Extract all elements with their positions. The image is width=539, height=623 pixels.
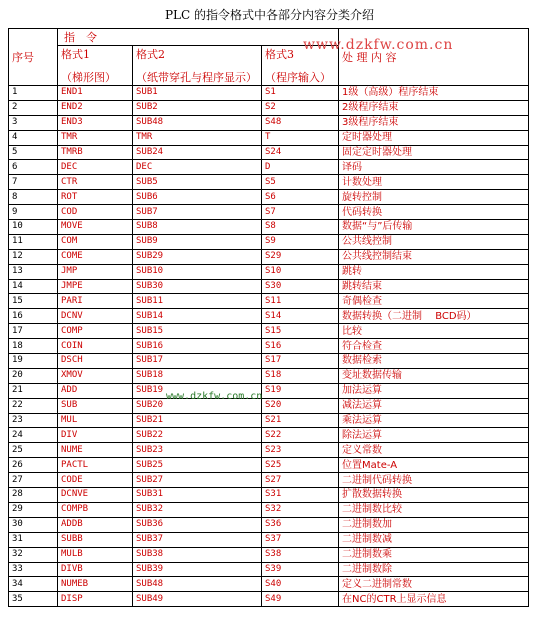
header-format1-sub: （梯形图） bbox=[61, 71, 116, 84]
row-format2: SUB17 bbox=[133, 354, 262, 369]
row-format2: SUB49 bbox=[133, 592, 262, 607]
watermark-top: www.dzkfw.com.cn bbox=[303, 37, 454, 53]
row-format3: S32 bbox=[262, 502, 339, 517]
table-row bbox=[9, 413, 529, 428]
row-format1: COME bbox=[58, 249, 133, 264]
row-format3: S27 bbox=[262, 473, 339, 488]
row-process: 数据转换（二进制 BCD码） bbox=[339, 309, 529, 324]
row-format1: TMR bbox=[58, 130, 133, 145]
row-process: 跳转结束 bbox=[339, 279, 529, 294]
row-format2: SUB38 bbox=[133, 547, 262, 562]
row-format2: SUB20 bbox=[133, 398, 262, 413]
row-format1: DIVB bbox=[58, 562, 133, 577]
row-seq: 24 bbox=[9, 428, 58, 443]
row-format2: SUB16 bbox=[133, 339, 262, 354]
row-format1: ADD bbox=[58, 383, 133, 398]
header-process-label: 处 理 内 容 bbox=[342, 51, 397, 64]
row-process: 二进制数加 bbox=[339, 517, 529, 532]
table-row bbox=[9, 473, 529, 488]
row-format1: MOVE bbox=[58, 220, 133, 235]
row-process: 定义二进制常数 bbox=[339, 577, 529, 592]
row-format3: S6 bbox=[262, 190, 339, 205]
row-format1: PACTL bbox=[58, 458, 133, 473]
table-row bbox=[9, 115, 529, 130]
row-seq: 27 bbox=[9, 473, 58, 488]
row-format1: DCNV bbox=[58, 309, 133, 324]
row-format2: SUB27 bbox=[133, 473, 262, 488]
row-format1: END1 bbox=[58, 86, 133, 101]
row-seq: 6 bbox=[9, 160, 58, 175]
row-seq: 29 bbox=[9, 502, 58, 517]
row-format1: COD bbox=[58, 205, 133, 220]
row-seq: 22 bbox=[9, 398, 58, 413]
row-seq: 17 bbox=[9, 324, 58, 339]
row-seq: 25 bbox=[9, 443, 58, 458]
header-format1 bbox=[58, 46, 133, 86]
row-process: 旋转控制 bbox=[339, 190, 529, 205]
row-format3: S22 bbox=[262, 428, 339, 443]
table-row bbox=[9, 383, 529, 398]
row-seq: 15 bbox=[9, 294, 58, 309]
row-format1: SUB bbox=[58, 398, 133, 413]
row-process: 奇偶检查 bbox=[339, 294, 529, 309]
row-format3: S21 bbox=[262, 413, 339, 428]
row-format3: S36 bbox=[262, 517, 339, 532]
table-row bbox=[9, 502, 529, 517]
row-format2: SUB25 bbox=[133, 458, 262, 473]
row-format2: SUB39 bbox=[133, 562, 262, 577]
header-format1-label: 格式1 bbox=[61, 48, 90, 61]
row-seq: 21 bbox=[9, 383, 58, 398]
row-format3: S15 bbox=[262, 324, 339, 339]
row-process: 公共线控制 bbox=[339, 234, 529, 249]
header-instruction: 指 令 bbox=[58, 29, 339, 46]
row-format3: D bbox=[262, 160, 339, 175]
row-format3: S39 bbox=[262, 562, 339, 577]
row-format1: XMOV bbox=[58, 368, 133, 383]
row-seq: 11 bbox=[9, 234, 58, 249]
row-process: 二进制数除 bbox=[339, 562, 529, 577]
table-row bbox=[9, 175, 529, 190]
row-format2: SUB10 bbox=[133, 264, 262, 279]
row-process: 代码转换 bbox=[339, 205, 529, 220]
table-row bbox=[9, 458, 529, 473]
table-row bbox=[9, 562, 529, 577]
row-process: 二进制数乘 bbox=[339, 547, 529, 562]
table-row bbox=[9, 309, 529, 324]
row-format3: S16 bbox=[262, 339, 339, 354]
row-format2: SUB32 bbox=[133, 502, 262, 517]
row-format3: S7 bbox=[262, 205, 339, 220]
row-format2: SUB1 bbox=[133, 86, 262, 101]
row-seq: 28 bbox=[9, 488, 58, 503]
row-process: 跳转 bbox=[339, 264, 529, 279]
row-format1: NUME bbox=[58, 443, 133, 458]
row-format1: END2 bbox=[58, 100, 133, 115]
row-format2: SUB37 bbox=[133, 532, 262, 547]
row-process: 变址数据传输 bbox=[339, 368, 529, 383]
row-format3: S24 bbox=[262, 145, 339, 160]
row-seq: 26 bbox=[9, 458, 58, 473]
row-seq: 31 bbox=[9, 532, 58, 547]
row-process: 数据“与”后传输 bbox=[339, 220, 529, 235]
row-process: 1级（高级）程序结束 bbox=[339, 86, 529, 101]
table-row bbox=[9, 577, 529, 592]
row-format2: DEC bbox=[133, 160, 262, 175]
row-format1: ROT bbox=[58, 190, 133, 205]
row-process: 公共线控制结束 bbox=[339, 249, 529, 264]
row-format1: ADDB bbox=[58, 517, 133, 532]
header-format2 bbox=[133, 46, 262, 86]
row-format1: DSCH bbox=[58, 354, 133, 369]
row-seq: 16 bbox=[9, 309, 58, 324]
row-format3: S19 bbox=[262, 383, 339, 398]
row-process: 3级程序结束 bbox=[339, 115, 529, 130]
table-row bbox=[9, 264, 529, 279]
row-format2: TMR bbox=[133, 130, 262, 145]
table-row bbox=[9, 294, 529, 309]
row-format3: S38 bbox=[262, 547, 339, 562]
row-seq: 30 bbox=[9, 517, 58, 532]
row-format3: S25 bbox=[262, 458, 339, 473]
row-format3: S2 bbox=[262, 100, 339, 115]
row-format2: SUB2 bbox=[133, 100, 262, 115]
row-format2: SUB14 bbox=[133, 309, 262, 324]
table-row bbox=[9, 532, 529, 547]
row-format3: S1 bbox=[262, 86, 339, 101]
row-format3: S30 bbox=[262, 279, 339, 294]
row-format2: SUB19 bbox=[133, 383, 262, 398]
table-row bbox=[9, 324, 529, 339]
table-row bbox=[9, 547, 529, 562]
row-process: 扩散数据转换 bbox=[339, 488, 529, 503]
row-seq: 9 bbox=[9, 205, 58, 220]
row-format3: S49 bbox=[262, 592, 339, 607]
header-format2-sub: （纸带穿孔与程序显示） bbox=[136, 71, 257, 84]
row-format2: SUB30 bbox=[133, 279, 262, 294]
row-seq: 23 bbox=[9, 413, 58, 428]
row-format2: SUB48 bbox=[133, 115, 262, 130]
row-seq: 12 bbox=[9, 249, 58, 264]
row-format2: SUB18 bbox=[133, 368, 262, 383]
row-process: 二进制数比较 bbox=[339, 502, 529, 517]
row-format3: S20 bbox=[262, 398, 339, 413]
row-process: 定义常数 bbox=[339, 443, 529, 458]
table-row bbox=[9, 145, 529, 160]
row-format3: S48 bbox=[262, 115, 339, 130]
row-format2: SUB36 bbox=[133, 517, 262, 532]
row-process: 位置Mate-A bbox=[339, 458, 529, 473]
row-seq: 1 bbox=[9, 86, 58, 101]
table-row bbox=[9, 443, 529, 458]
table-row bbox=[9, 354, 529, 369]
row-format1: CODE bbox=[58, 473, 133, 488]
row-format1: JMPE bbox=[58, 279, 133, 294]
row-process: 数据检索 bbox=[339, 354, 529, 369]
row-seq: 8 bbox=[9, 190, 58, 205]
row-process: 在NC的CTR上显示信息 bbox=[339, 592, 529, 607]
row-process: 二进制数减 bbox=[339, 532, 529, 547]
row-seq: 34 bbox=[9, 577, 58, 592]
row-process: 定时器处理 bbox=[339, 130, 529, 145]
row-format3: S5 bbox=[262, 175, 339, 190]
table-body bbox=[9, 86, 529, 607]
row-process: 计数处理 bbox=[339, 175, 529, 190]
row-format2: SUB9 bbox=[133, 234, 262, 249]
row-format2: SUB29 bbox=[133, 249, 262, 264]
table-row bbox=[9, 160, 529, 175]
table-row bbox=[9, 517, 529, 532]
row-format3: S10 bbox=[262, 264, 339, 279]
row-format3: S14 bbox=[262, 309, 339, 324]
row-format1: NUMEB bbox=[58, 577, 133, 592]
row-format3: S8 bbox=[262, 220, 339, 235]
table-row bbox=[9, 368, 529, 383]
row-format2: SUB7 bbox=[133, 205, 262, 220]
row-seq: 10 bbox=[9, 220, 58, 235]
row-format3: S40 bbox=[262, 577, 339, 592]
row-format3: S17 bbox=[262, 354, 339, 369]
table-row bbox=[9, 592, 529, 607]
row-format2: SUB6 bbox=[133, 190, 262, 205]
watermark-middle: www.dzkfw.com.cn bbox=[166, 391, 263, 402]
row-format1: TMRB bbox=[58, 145, 133, 160]
header-seq: 序号 bbox=[9, 29, 58, 86]
row-format3: S37 bbox=[262, 532, 339, 547]
table-row bbox=[9, 130, 529, 145]
table-row bbox=[9, 86, 529, 101]
table-row bbox=[9, 249, 529, 264]
row-format2: SUB15 bbox=[133, 324, 262, 339]
row-format2: SUB24 bbox=[133, 145, 262, 160]
row-format3: S9 bbox=[262, 234, 339, 249]
row-process: 二进制代码转换 bbox=[339, 473, 529, 488]
header-format3-label: 格式3 bbox=[265, 48, 294, 61]
row-process: 固定定时器处理 bbox=[339, 145, 529, 160]
row-format1: DCNVE bbox=[58, 488, 133, 503]
row-seq: 3 bbox=[9, 115, 58, 130]
row-seq: 32 bbox=[9, 547, 58, 562]
page-title: PLC 的指令格式中各部分内容分类介绍 bbox=[164, 8, 375, 22]
row-format1: MUL bbox=[58, 413, 133, 428]
row-format1: DEC bbox=[58, 160, 133, 175]
row-format2: SUB5 bbox=[133, 175, 262, 190]
row-format1: DIV bbox=[58, 428, 133, 443]
row-process: 符合检查 bbox=[339, 339, 529, 354]
row-format3: S18 bbox=[262, 368, 339, 383]
row-format1: COMPB bbox=[58, 502, 133, 517]
row-format2: SUB22 bbox=[133, 428, 262, 443]
table-row bbox=[9, 428, 529, 443]
table-row bbox=[9, 488, 529, 503]
row-seq: 5 bbox=[9, 145, 58, 160]
row-format2: SUB8 bbox=[133, 220, 262, 235]
row-format1: END3 bbox=[58, 115, 133, 130]
row-format2: SUB23 bbox=[133, 443, 262, 458]
row-format1: CTR bbox=[58, 175, 133, 190]
row-format2: SUB31 bbox=[133, 488, 262, 503]
row-format3: S23 bbox=[262, 443, 339, 458]
row-process: 译码 bbox=[339, 160, 529, 175]
row-format2: SUB48 bbox=[133, 577, 262, 592]
row-format3: S29 bbox=[262, 249, 339, 264]
table-row bbox=[9, 398, 529, 413]
row-seq: 20 bbox=[9, 368, 58, 383]
table-row bbox=[9, 190, 529, 205]
row-format1: COIN bbox=[58, 339, 133, 354]
row-format2: SUB11 bbox=[133, 294, 262, 309]
table-row bbox=[9, 205, 529, 220]
row-process: 减法运算 bbox=[339, 398, 529, 413]
row-process: 比较 bbox=[339, 324, 529, 339]
row-format2: SUB21 bbox=[133, 413, 262, 428]
table-row bbox=[9, 100, 529, 115]
row-format3: T bbox=[262, 130, 339, 145]
header-format3-sub: （程序输入） bbox=[265, 71, 331, 84]
row-format1: JMP bbox=[58, 264, 133, 279]
row-format1: SUBB bbox=[58, 532, 133, 547]
instruction-table bbox=[8, 28, 529, 607]
row-format1: DISP bbox=[58, 592, 133, 607]
row-format1: COM bbox=[58, 234, 133, 249]
table-row bbox=[9, 339, 529, 354]
row-format3: S11 bbox=[262, 294, 339, 309]
row-seq: 4 bbox=[9, 130, 58, 145]
table-row bbox=[9, 279, 529, 294]
row-format1: COMP bbox=[58, 324, 133, 339]
row-format1: PARI bbox=[58, 294, 133, 309]
row-format3: S31 bbox=[262, 488, 339, 503]
row-format1: MULB bbox=[58, 547, 133, 562]
row-seq: 35 bbox=[9, 592, 58, 607]
row-seq: 19 bbox=[9, 354, 58, 369]
row-seq: 18 bbox=[9, 339, 58, 354]
row-seq: 33 bbox=[9, 562, 58, 577]
row-process: 除法运算 bbox=[339, 428, 529, 443]
row-process: 乘法运算 bbox=[339, 413, 529, 428]
table-row bbox=[9, 234, 529, 249]
row-seq: 2 bbox=[9, 100, 58, 115]
header-format2-label: 格式2 bbox=[136, 48, 165, 61]
row-seq: 7 bbox=[9, 175, 58, 190]
row-process: 加法运算 bbox=[339, 383, 529, 398]
row-seq: 14 bbox=[9, 279, 58, 294]
row-process: 2级程序结束 bbox=[339, 100, 529, 115]
row-seq: 13 bbox=[9, 264, 58, 279]
table-row bbox=[9, 220, 529, 235]
